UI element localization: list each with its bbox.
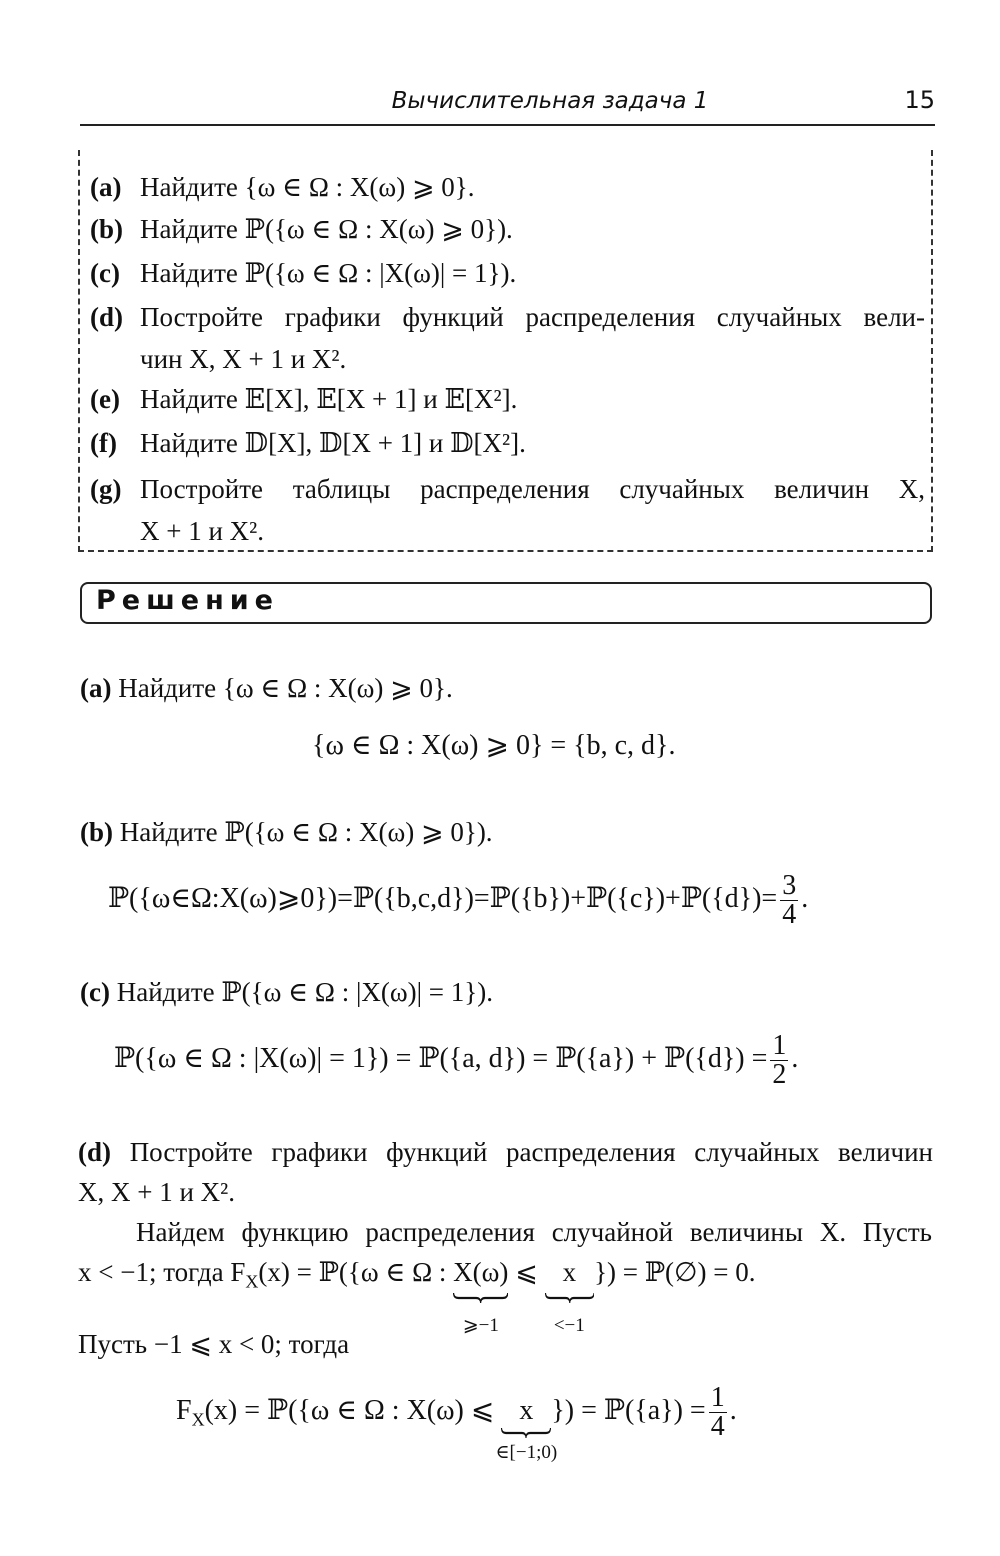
fraction-denominator: 4	[782, 899, 797, 930]
task-text-cont: чин X, X + 1 и X².	[140, 344, 347, 374]
task-item-g	[90, 468, 925, 546]
task-text: Найдите {ω ∈ Ω : X(ω) ⩾ 0}.	[140, 172, 475, 202]
equation-c	[114, 1032, 798, 1089]
task-text: Постройте таблицы распределения случайных величин X,	[140, 474, 925, 504]
task-item-f	[90, 422, 925, 464]
solution-label: (c)	[80, 977, 110, 1007]
solution-text: Найдите {ω ∈ Ω : X(ω) ⩾ 0}.	[118, 673, 453, 703]
text-run: }) = ℙ({a}) =	[551, 1394, 706, 1426]
underbrace-label: <−1	[553, 1315, 585, 1336]
task-text: Постройте графики функций распределения случайных вели-	[140, 302, 925, 332]
text-run: x < −1; тогда F	[78, 1257, 246, 1287]
fraction-denominator: 4	[710, 1411, 725, 1442]
paragraph-2: Пусть −1 ⩽ x < 0; тогда	[78, 1329, 350, 1359]
task-label: (g)	[90, 474, 122, 504]
text-run: ⩽	[515, 1257, 538, 1287]
fraction-numerator: 1	[710, 1382, 725, 1413]
solution-label: (a)	[80, 673, 112, 703]
subscript: X	[191, 1409, 205, 1430]
task-box	[78, 150, 933, 552]
underbrace-icon	[501, 1427, 551, 1437]
text-run: }) = ℙ(∅) = 0.	[594, 1257, 756, 1287]
task-label: (d)	[90, 302, 123, 332]
solution-c-heading	[80, 972, 493, 1012]
solution-d-heading	[78, 1132, 933, 1172]
fraction	[709, 1384, 727, 1441]
equation-end: .	[801, 882, 809, 914]
fraction-numerator: 1	[772, 1030, 787, 1061]
solution-text: Найдите ℙ({ω ∈ Ω : |X(ω)| = 1}).	[116, 977, 493, 1007]
underbrace-x	[495, 1394, 558, 1463]
paragraph-1	[80, 1212, 932, 1252]
equation-d	[176, 1382, 737, 1463]
underbrace-label: ∈[−1;0)	[495, 1441, 558, 1463]
equation-c-body: ℙ({ω ∈ Ω : |X(ω)| = 1}) = ℙ({a, d}) = ℙ({a}) + ℙ({d}) =	[114, 1042, 768, 1074]
solution-label: (b)	[80, 817, 113, 847]
underbrace-label: ⩾−1	[462, 1315, 499, 1336]
solution-header	[80, 582, 932, 624]
chapter-title: Вычислительная задача 1	[391, 88, 709, 114]
equation-b-body: ℙ({ω∈Ω:X(ω)⩾0})=ℙ({b,c,d})=ℙ({b})+ℙ({c})+ℙ({d})=	[108, 882, 778, 914]
task-item-a	[90, 166, 925, 208]
solution-title: Решение	[96, 585, 279, 616]
equation-end: .	[729, 1394, 737, 1426]
page-number: 15	[904, 86, 935, 114]
task-text-cont: X + 1 и X².	[140, 516, 265, 546]
task-text: Найдите 𝔻[X], 𝔻[X + 1] и 𝔻[X²].	[140, 428, 526, 458]
text-run: F	[176, 1394, 192, 1426]
equation-end: .	[791, 1042, 799, 1074]
underbrace-icon	[545, 1292, 595, 1302]
underbrace-term: x	[562, 1257, 577, 1287]
paragraph-1-line1: Найдем функцию распределения случайной величины X. Пусть	[136, 1217, 932, 1247]
fraction	[770, 1032, 788, 1089]
fraction-numerator: 3	[782, 870, 797, 901]
underbrace-term: x	[519, 1394, 534, 1426]
underbrace-icon	[453, 1292, 508, 1302]
running-head	[80, 84, 935, 126]
task-item-c	[90, 252, 925, 294]
underbrace-term: X(ω)	[453, 1257, 509, 1287]
task-text: Найдите ℙ({ω ∈ Ω : |X(ω)| = 1}).	[140, 258, 517, 288]
task-text: Найдите ℙ({ω ∈ Ω : X(ω) ⩾ 0}).	[140, 214, 513, 244]
solution-d-line1	[78, 1132, 933, 1172]
equation-a: {ω ∈ Ω : X(ω) ⩾ 0} = {b, c, d}.	[312, 730, 676, 761]
text-run: (x) = ℙ({ω ∈ Ω :	[258, 1257, 447, 1287]
solution-a-heading	[80, 668, 453, 708]
task-label: (b)	[90, 214, 123, 244]
task-label: (e)	[90, 384, 120, 414]
fraction-denominator: 2	[772, 1059, 787, 1090]
task-item-e	[90, 378, 925, 420]
solution-d-cont: X, X + 1 и X².	[78, 1177, 236, 1207]
task-item-b	[90, 208, 925, 250]
solution-b-heading	[80, 812, 493, 852]
task-text: Найдите 𝔼[X], 𝔼[X + 1] и 𝔼[X²].	[140, 384, 518, 414]
text-run: (x) = ℙ({ω ∈ Ω : X(ω) ⩽	[204, 1394, 495, 1426]
task-label: (c)	[90, 258, 120, 288]
underbrace-x	[545, 1252, 595, 1336]
solution-text: Постройте графики функций распределения случайных величин	[129, 1137, 933, 1167]
solution-label: (d)	[78, 1137, 111, 1167]
subscript: X	[245, 1271, 259, 1292]
solution-text: Найдите ℙ({ω ∈ Ω : X(ω) ⩾ 0}).	[119, 817, 493, 847]
fraction	[780, 872, 798, 929]
task-label: (f)	[90, 428, 117, 458]
task-item-d	[90, 296, 925, 374]
underbrace-X	[453, 1252, 509, 1336]
task-label: (a)	[90, 172, 122, 202]
equation-b	[108, 872, 808, 929]
paragraph-1-line2	[78, 1252, 933, 1336]
